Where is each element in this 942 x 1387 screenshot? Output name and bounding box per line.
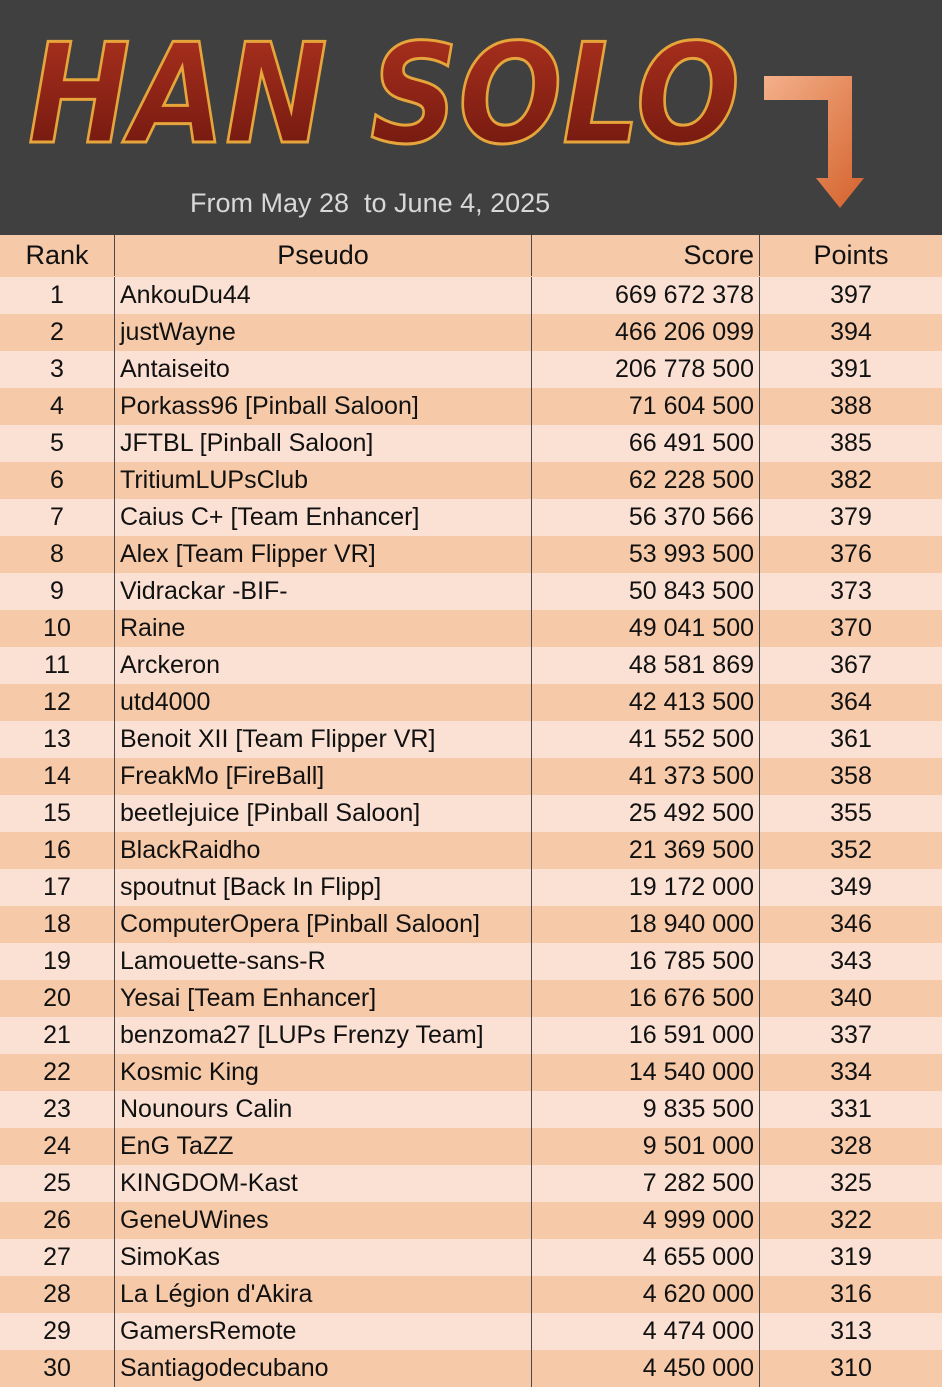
rank-cell: 3 [0,351,115,388]
points-cell: 376 [760,536,942,573]
rank-cell: 8 [0,536,115,573]
table-row [0,1202,942,1239]
points-cell: 316 [760,1276,942,1313]
rank-cell: 14 [0,758,115,795]
table-row [0,610,942,647]
rank-cell: 4 [0,388,115,425]
rank-cell: 20 [0,980,115,1017]
pseudo-cell: Alex [Team Flipper VR] [115,536,532,573]
points-cell: 346 [760,906,942,943]
score-cell: 18 940 000 [532,906,760,943]
score-cell: 71 604 500 [532,388,760,425]
score-cell: 16 785 500 [532,943,760,980]
pseudo-cell: TritiumLUPsClub [115,462,532,499]
score-cell: 14 540 000 [532,1054,760,1091]
table-row [0,573,942,610]
column-header-score: Score [532,235,760,277]
rank-cell: 6 [0,462,115,499]
pseudo-cell: EnG TaZZ [115,1128,532,1165]
rank-cell: 26 [0,1202,115,1239]
points-cell: 319 [760,1239,942,1276]
table-row [0,1165,942,1202]
score-cell: 48 581 869 [532,647,760,684]
points-cell: 325 [760,1165,942,1202]
pseudo-cell: BlackRaidho [115,832,532,869]
pseudo-cell: GamersRemote [115,1313,532,1350]
rank-cell: 5 [0,425,115,462]
pseudo-cell: justWayne [115,314,532,351]
points-cell: 340 [760,980,942,1017]
points-cell: 367 [760,647,942,684]
rank-cell: 15 [0,795,115,832]
table-row [0,906,942,943]
table-row [0,462,942,499]
column-header-pseudo: Pseudo [115,235,532,277]
column-header-points: Points [760,235,942,277]
pseudo-cell: spoutnut [Back In Flipp] [115,869,532,906]
points-cell: 373 [760,573,942,610]
score-cell: 4 655 000 [532,1239,760,1276]
score-cell: 62 228 500 [532,462,760,499]
score-cell: 66 491 500 [532,425,760,462]
score-cell: 7 282 500 [532,1165,760,1202]
points-cell: 391 [760,351,942,388]
points-cell: 337 [760,1017,942,1054]
table-row [0,647,942,684]
table-row [0,721,942,758]
points-cell: 334 [760,1054,942,1091]
pseudo-cell: Nounours Calin [115,1091,532,1128]
table-row [0,869,942,906]
score-cell: 19 172 000 [532,869,760,906]
header [0,0,942,235]
table-row [0,684,942,721]
rank-cell: 19 [0,943,115,980]
rank-cell: 30 [0,1350,115,1387]
pseudo-cell: utd4000 [115,684,532,721]
table-row [0,943,942,980]
table-row [0,758,942,795]
score-cell: 53 993 500 [532,536,760,573]
score-cell: 56 370 566 [532,499,760,536]
score-cell: 206 778 500 [532,351,760,388]
score-cell: 41 552 500 [532,721,760,758]
title-logo [28,14,748,175]
points-cell: 313 [760,1313,942,1350]
score-cell: 25 492 500 [532,795,760,832]
score-cell: 4 474 000 [532,1313,760,1350]
pseudo-cell: GeneUWines [115,1202,532,1239]
rank-cell: 17 [0,869,115,906]
score-cell: 16 676 500 [532,980,760,1017]
rank-cell: 16 [0,832,115,869]
points-cell: 349 [760,869,942,906]
score-cell: 42 413 500 [532,684,760,721]
column-header-rank: Rank [0,235,115,277]
rank-cell: 7 [0,499,115,536]
rank-cell: 25 [0,1165,115,1202]
table-row [0,1276,942,1313]
pseudo-cell: Vidrackar -BIF- [115,573,532,610]
score-cell: 4 450 000 [532,1350,760,1387]
pseudo-cell: Caius C+ [Team Enhancer] [115,499,532,536]
rank-cell: 11 [0,647,115,684]
pseudo-cell: Lamouette-sans-R [115,943,532,980]
rank-cell: 29 [0,1313,115,1350]
pseudo-cell: JFTBL [Pinball Saloon] [115,425,532,462]
rank-cell: 2 [0,314,115,351]
points-cell: 322 [760,1202,942,1239]
score-cell: 669 672 378 [532,277,760,315]
pseudo-cell: ComputerOpera [Pinball Saloon] [115,906,532,943]
table-row [0,1313,942,1350]
table-row [0,425,942,462]
pseudo-cell: Kosmic King [115,1054,532,1091]
score-cell: 16 591 000 [532,1017,760,1054]
table-row [0,277,942,315]
rank-cell: 18 [0,906,115,943]
table-row [0,1017,942,1054]
table-row [0,980,942,1017]
pseudo-cell: Antaiseito [115,351,532,388]
score-cell: 21 369 500 [532,832,760,869]
table-row [0,388,942,425]
rank-cell: 23 [0,1091,115,1128]
score-cell: 50 843 500 [532,573,760,610]
pseudo-cell: SimoKas [115,1239,532,1276]
table-row [0,536,942,573]
pseudo-cell: Raine [115,610,532,647]
rank-cell: 9 [0,573,115,610]
points-cell: 364 [760,684,942,721]
score-cell: 49 041 500 [532,610,760,647]
pseudo-cell: KINGDOM-Kast [115,1165,532,1202]
points-cell: 370 [760,610,942,647]
pseudo-cell: Porkass96 [Pinball Saloon] [115,388,532,425]
page-title: HAN SOLO [28,14,740,175]
score-cell: 4 620 000 [532,1276,760,1313]
points-cell: 385 [760,425,942,462]
pseudo-cell: Arckeron [115,647,532,684]
date-range: From May 28 to June 4, 2025 [190,188,551,218]
table-row [0,351,942,388]
points-cell: 394 [760,314,942,351]
table-row [0,1054,942,1091]
points-cell: 328 [760,1128,942,1165]
table-row [0,314,942,351]
table-row [0,1350,942,1387]
points-cell: 355 [760,795,942,832]
rank-cell: 22 [0,1054,115,1091]
score-cell: 4 999 000 [532,1202,760,1239]
corner-arrow-icon [760,70,870,215]
pseudo-cell: Benoit XII [Team Flipper VR] [115,721,532,758]
points-cell: 397 [760,277,942,315]
table-row [0,1091,942,1128]
table-row [0,499,942,536]
rank-cell: 1 [0,277,115,315]
score-cell: 9 835 500 [532,1091,760,1128]
pseudo-cell: FreakMo [FireBall] [115,758,532,795]
leaderboard-table [0,235,942,1387]
rank-cell: 13 [0,721,115,758]
score-cell: 9 501 000 [532,1128,760,1165]
score-cell: 466 206 099 [532,314,760,351]
rank-cell: 21 [0,1017,115,1054]
points-cell: 388 [760,388,942,425]
pseudo-cell: La Légion d'Akira [115,1276,532,1313]
points-cell: 379 [760,499,942,536]
table-row [0,1128,942,1165]
points-cell: 361 [760,721,942,758]
points-cell: 343 [760,943,942,980]
points-cell: 358 [760,758,942,795]
rank-cell: 28 [0,1276,115,1313]
rank-cell: 10 [0,610,115,647]
score-cell: 41 373 500 [532,758,760,795]
table-header-row [0,235,942,277]
points-cell: 352 [760,832,942,869]
pseudo-cell: beetlejuice [Pinball Saloon] [115,795,532,832]
points-cell: 331 [760,1091,942,1128]
pseudo-cell: AnkouDu44 [115,277,532,315]
table-row [0,795,942,832]
pseudo-cell: benzoma27 [LUPs Frenzy Team] [115,1017,532,1054]
rank-cell: 24 [0,1128,115,1165]
table-row [0,832,942,869]
pseudo-cell: Santiagodecubano [115,1350,532,1387]
table-row [0,1239,942,1276]
points-cell: 382 [760,462,942,499]
rank-cell: 27 [0,1239,115,1276]
points-cell: 310 [760,1350,942,1387]
rank-cell: 12 [0,684,115,721]
pseudo-cell: Yesai [Team Enhancer] [115,980,532,1017]
